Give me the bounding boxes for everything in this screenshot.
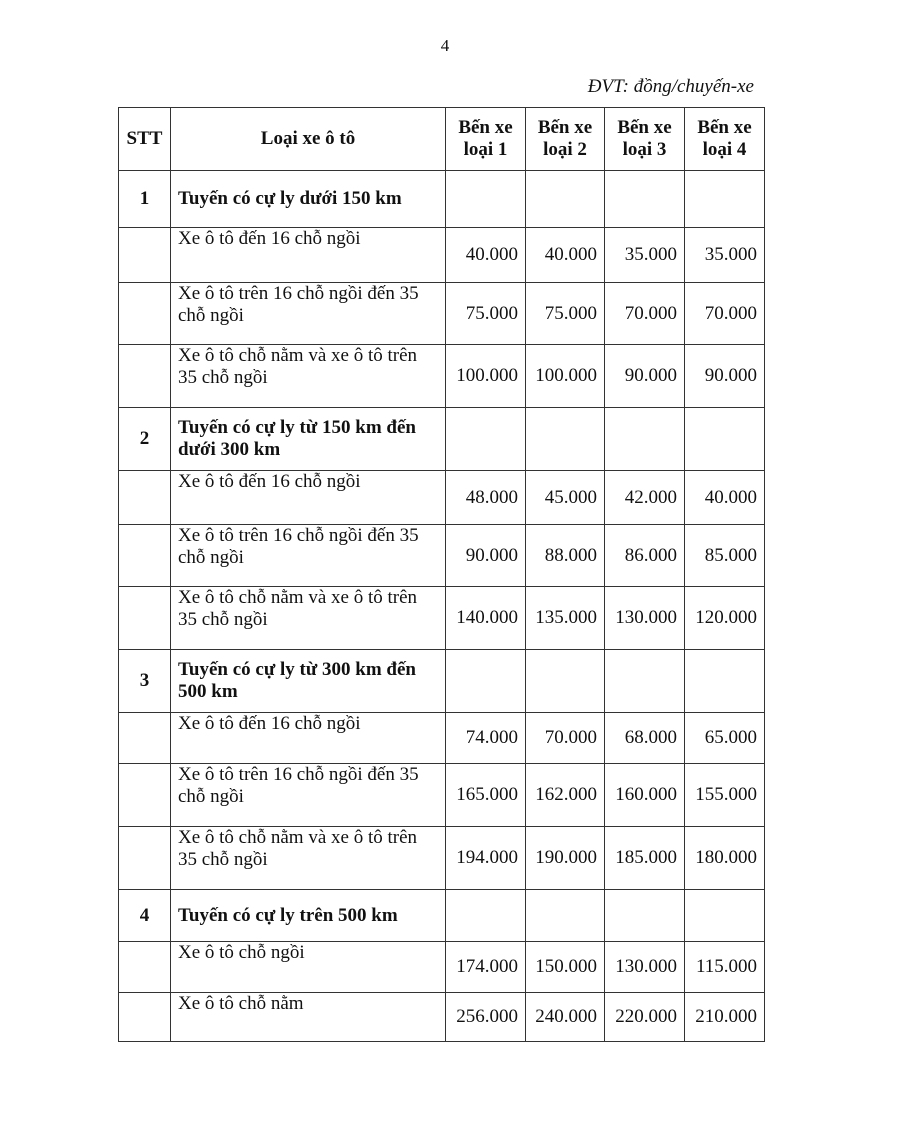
header-station-3-line1: Bến xe	[617, 117, 672, 138]
price-station-2: 162.000	[526, 764, 605, 827]
header-vehicle-type: Loại xe ô tô	[171, 108, 446, 171]
price-station-3: 90.000	[605, 345, 685, 408]
price-station-4: 40.000	[685, 471, 765, 525]
table-row	[119, 587, 765, 650]
group-row	[119, 650, 765, 713]
group-title: Tuyến có cự ly dưới 150 km	[171, 171, 446, 228]
price-station-4: 85.000	[685, 525, 765, 587]
price-station-2: 40.000	[526, 228, 605, 283]
price-station-1: 165.000	[446, 764, 526, 827]
header-station-4	[685, 108, 765, 171]
header-station-2-line1: Bến xe	[537, 117, 593, 138]
header-stt: STT	[119, 108, 171, 171]
price-station-1: 48.000	[446, 471, 526, 525]
table-row	[119, 764, 765, 827]
header-station-3-line2: loại 3	[622, 139, 667, 160]
price-station-1: 40.000	[446, 228, 526, 283]
table-row	[119, 471, 765, 525]
table-row	[119, 283, 765, 345]
price-station-3: 160.000	[605, 764, 685, 827]
header-station-4-line1: Bến xe	[697, 117, 752, 138]
price-station-2: 45.000	[526, 471, 605, 525]
header-station-4-line2: loại 4	[702, 139, 747, 160]
price-station-1: 140.000	[446, 587, 526, 650]
price-station-4: 180.000	[685, 827, 765, 890]
group-number: 4	[119, 890, 171, 942]
group-number: 2	[119, 408, 171, 471]
price-station-4: 90.000	[685, 345, 765, 408]
price-station-3: 68.000	[605, 713, 685, 764]
group-number: 3	[119, 650, 171, 713]
price-station-1: 256.000	[446, 993, 526, 1042]
table-row	[119, 942, 765, 993]
price-station-3: 70.000	[605, 283, 685, 345]
price-station-4: 120.000	[685, 587, 765, 650]
price-station-3: 185.000	[605, 827, 685, 890]
vehicle-type-cell: Xe ô tô chỗ nằm và xe ô tô trên 35 chỗ ngồi	[171, 587, 446, 650]
price-station-2: 190.000	[526, 827, 605, 890]
price-station-4: 115.000	[685, 942, 765, 993]
fare-table	[118, 107, 765, 1042]
price-station-2: 240.000	[526, 993, 605, 1042]
header-station-2-line2: loại 2	[543, 139, 587, 160]
price-station-3: 42.000	[605, 471, 685, 525]
price-station-3: 130.000	[605, 942, 685, 993]
header-station-1-line1: Bến xe	[458, 117, 513, 138]
price-station-4: 35.000	[685, 228, 765, 283]
group-title: Tuyến có cự ly trên 500 km	[171, 890, 446, 942]
price-station-3: 35.000	[605, 228, 685, 283]
price-station-3: 86.000	[605, 525, 685, 587]
table-row	[119, 713, 765, 764]
price-station-2: 88.000	[526, 525, 605, 587]
group-title: Tuyến có cự ly từ 300 km đến 500 km	[171, 650, 446, 713]
group-row	[119, 408, 765, 471]
table-row	[119, 993, 765, 1042]
price-station-2: 100.000	[526, 345, 605, 408]
table-row	[119, 345, 765, 408]
vehicle-type-cell: Xe ô tô đến 16 chỗ ngồi	[171, 713, 446, 764]
price-station-4: 70.000	[685, 283, 765, 345]
group-number: 1	[119, 171, 171, 228]
vehicle-type-cell: Xe ô tô đến 16 chỗ ngồi	[171, 228, 446, 283]
vehicle-type-cell: Xe ô tô chỗ nằm và xe ô tô trên 35 chỗ ngồi	[171, 345, 446, 408]
price-station-3: 130.000	[605, 587, 685, 650]
price-station-2: 150.000	[526, 942, 605, 993]
price-station-1: 75.000	[446, 283, 526, 345]
vehicle-type-cell: Xe ô tô chỗ nằm	[171, 993, 446, 1042]
table-row	[119, 827, 765, 890]
price-station-2: 135.000	[526, 587, 605, 650]
header-station-1-line2: loại 1	[463, 139, 508, 160]
vehicle-type-cell: Xe ô tô trên 16 chỗ ngồi đến 35 chỗ ngồi	[171, 764, 446, 827]
header-station-3	[605, 108, 685, 171]
price-station-1: 194.000	[446, 827, 526, 890]
table-header-row	[119, 108, 765, 171]
price-station-1: 74.000	[446, 713, 526, 764]
table-row	[119, 525, 765, 587]
vehicle-type-cell: Xe ô tô chỗ nằm và xe ô tô trên 35 chỗ ngồi	[171, 827, 446, 890]
group-row	[119, 890, 765, 942]
vehicle-type-cell: Xe ô tô trên 16 chỗ ngồi đến 35 chỗ ngồi	[171, 525, 446, 587]
table-row	[119, 228, 765, 283]
price-station-4: 65.000	[685, 713, 765, 764]
vehicle-type-cell: Xe ô tô trên 16 chỗ ngồi đến 35 chỗ ngồi	[171, 283, 446, 345]
unit-note: ĐVT: đồng/chuyến-xe	[587, 76, 754, 97]
price-station-2: 70.000	[526, 713, 605, 764]
price-station-4: 155.000	[685, 764, 765, 827]
page-number: 4	[440, 36, 450, 55]
group-title: Tuyến có cự ly từ 150 km đến dưới 300 km	[171, 408, 446, 471]
price-station-1: 90.000	[446, 525, 526, 587]
vehicle-type-cell: Xe ô tô đến 16 chỗ ngồi	[171, 471, 446, 525]
price-station-2: 75.000	[526, 283, 605, 345]
header-station-1	[446, 108, 526, 171]
price-station-4: 210.000	[685, 993, 765, 1042]
group-row	[119, 171, 765, 228]
price-station-1: 100.000	[446, 345, 526, 408]
vehicle-type-cell: Xe ô tô chỗ ngồi	[171, 942, 446, 993]
header-station-2	[526, 108, 605, 171]
price-station-1: 174.000	[446, 942, 526, 993]
price-station-3: 220.000	[605, 993, 685, 1042]
